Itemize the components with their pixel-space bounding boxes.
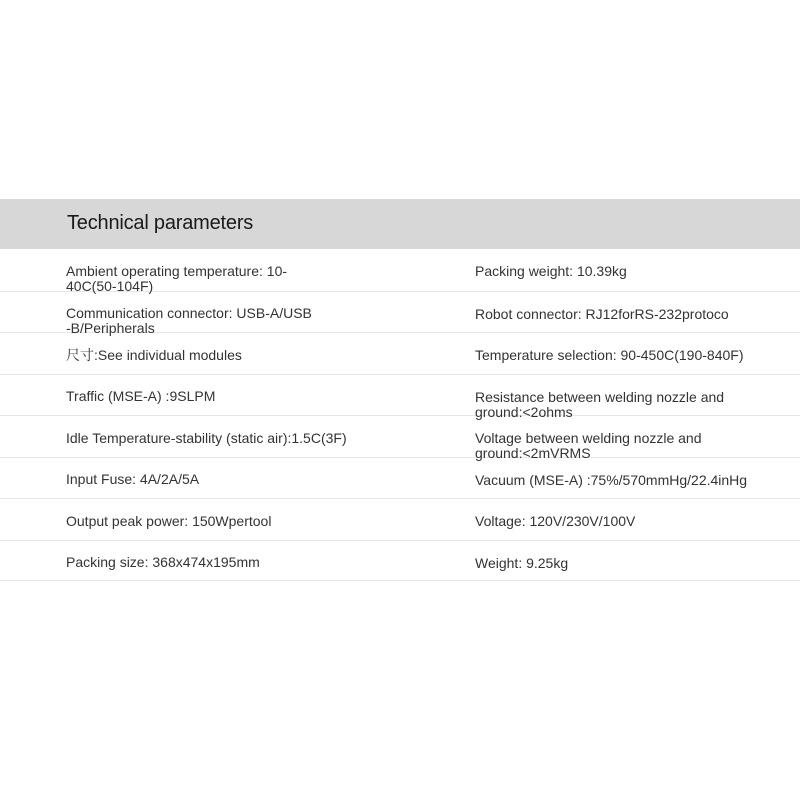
param-right [475, 348, 775, 363]
param-line: Input Fuse: 4A/2A/5A [66, 471, 200, 487]
param-right [475, 556, 775, 571]
param-line: Packing size: 368x474x195mm [66, 554, 260, 570]
param-line: ground:<2ohms [475, 404, 573, 420]
param-line: Weight: 9.25kg [475, 555, 569, 571]
param-line: Output peak power: 150Wpertool [66, 513, 272, 529]
param-left [66, 348, 356, 363]
param-right [475, 307, 775, 322]
param-right [475, 264, 775, 279]
param-line: Ambient operating temperature: 10- [66, 263, 288, 279]
param-line: 尺寸:See individual modules [66, 347, 242, 363]
param-line: 40C(50-104F) [66, 278, 154, 294]
page-title: Technical parameters [67, 212, 254, 234]
param-line: Voltage between welding nozzle and [475, 430, 702, 446]
param-left [66, 514, 356, 529]
param-line: Resistance between welding nozzle and [475, 389, 725, 405]
param-left [66, 555, 356, 570]
param-line: Idle Temperature-stability (static air):1.5C(3F) [66, 430, 347, 446]
param-left [66, 264, 356, 294]
param-left [66, 389, 356, 404]
param-line: Communication connector: USB-A/USB [66, 305, 312, 321]
param-line: Traffic (MSE-A) :9SLPM [66, 388, 216, 404]
param-line: ground:<2mVRMS [475, 445, 591, 461]
param-line: Voltage: 120V/230V/100V [475, 513, 636, 529]
param-left [66, 472, 356, 487]
param-left [66, 431, 356, 446]
param-line: Robot connector: RJ12forRS-232protoco [475, 306, 729, 322]
param-right [475, 514, 775, 529]
param-line: Temperature selection: 90-450C(190-840F) [475, 347, 744, 363]
param-line: -B/Peripherals [66, 320, 155, 336]
param-line: Packing weight: 10.39kg [475, 263, 627, 279]
param-line: Vacuum (MSE-A) :75%/570mmHg/22.4inHg [475, 472, 748, 488]
param-right [475, 473, 775, 488]
